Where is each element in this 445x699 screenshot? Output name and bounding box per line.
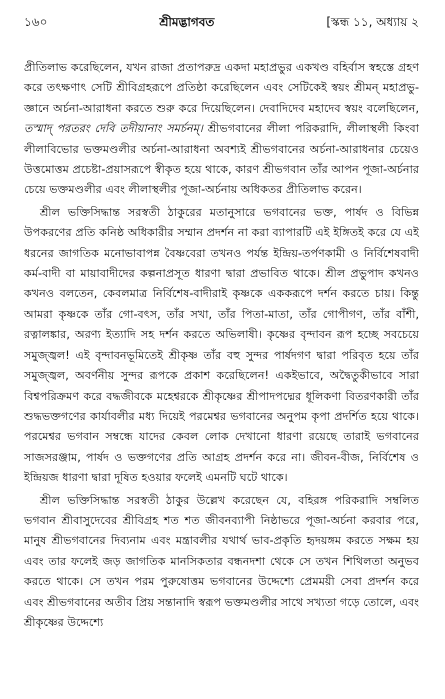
paragraph-text: প্রীতিলাভ করেছিলেন, যখন রাজা প্রতাপরুদ্র একদা মহাপ্রভুর একখণ্ড বহির্বাস স্বহস্তে গ্রহণ করে তৎক্ষণাৎ সেটি শ্রীবিগ্রহরূপে প্রতিষ্ঠা করেছিলেন এবং সেটিকেই স্বয়ং শ্রীমন্‌ মহাপ্রভু-জ্ঞানে অর্চনা-আরাধনা করতে শুরু করে দিয়েছিলেন। দেবাদিদেব মহাদেব স্বয়ং বলেছিলেন,	[24, 61, 419, 115]
scripture-quote: তস্মাদ্‌ পরতরং দেবি তদীয়ানাং সমর্চনম্‌।	[24, 122, 203, 136]
paragraph-text: শ্রীল ভক্তিসিদ্ধান্ত সরস্বতী ঠাকুর উল্লেখ করেছেন যে, বহিরঙ্গ পরিকরাদি সম্বলিত ভগবান শ্রীবাসুদেবের শ্রীবিগ্রহ শত শত জীবনব্যাপী নিষ্ঠাভরে পূজা-অর্চনা করবার পরে, মানুষ শ্রীভগবানের দিব্যনাম এবং মন্ত্রাবলীর যথার্থ ভাব-প্রকৃতি হৃদয়ঙ্গম করতে সক্ষম হয় এবং তার ফলেই জড় জাগতিক মানসিকতার বন্ধনদশা থেকে সে তখন শিথিলতা অনুভব করতে থাকে। সে তখন পরম পুরুষোত্তম ভগবানের উদ্দেশ্যে প্রেমময়ী সেবা প্রদর্শন করে এবং শ্রীভগবানের অতীব প্রিয় সন্তানাদি স্বরূপ ভক্তমণ্ডলীর সাথে সখ্যতা গড়ে তোলে, এবং শ্রীকৃষ্ণের উদ্দেশ্যে	[24, 493, 419, 629]
chapter-reference: [স্কন্ধ ১১, অধ্যায় ২	[326, 15, 419, 29]
paragraph	[24, 203, 419, 489]
paragraph	[24, 491, 419, 634]
page-number: ১৬০	[24, 15, 48, 29]
page-header	[24, 0, 419, 36]
paragraph	[24, 58, 419, 201]
paragraph-text: শ্রীল ভক্তিসিদ্ধান্ত সরস্বতী ঠাকুরের মতানুসারে ভগবানের ভক্ত, পার্ষদ ও বিভিন্ন উপকরণের প্রতি কনিষ্ঠ অধিকারীর সম্মান প্রদর্শন না করা ব্যাপারটি এই ইঙ্গিতই করে যে এই ধরনের জাগতিক মনোভাবাপন্ন বৈষ্ণবেরা তখনও পর্যন্ত ইন্দ্রিয়-তর্পণকামী ও নির্বিশেষবাদী কর্ম-বাদী বা মায়াবাদীদের কল্পনাপ্রসূত ধারণা দ্বারা প্রভাবিত থাকে। শ্রীল প্রভুপাদ কখনও কখনও বলতেন, কেবলমাত্র নির্বিশেষ-বাদীরাই কৃষ্ণকে এককরূপে দর্শন করতে চায়। কিন্তু আমরা কৃষ্ণকে তাঁর গো-বৎস, তাঁর সখা, তাঁর পিতা-মাতা, তাঁর গোপীগণ, তাঁর বাঁশী, রত্নালঙ্কার, অরণ্য ইত্যাদি সহ দর্শন করতে অভিলাষী। কৃষ্ণের বৃন্দাবন রূপ হচ্ছে সবচেয়ে সমুজ্জ্বল! এই বৃন্দাবনভূমিতেই শ্রীকৃষ্ণ তাঁর বহু সুন্দর পার্ষদগণ দ্বারা পরিবৃত হয়ে তাঁর সমুজ্জ্বল, অবর্ণনীয় সুন্দর রূপকে প্রকাশ করেছিলেন! একইভাবে, অদ্বৈতুকীভাবে সারা বিশ্বপরিক্রমণ করে বদ্ধজীবকে মহেশ্বরকে শ্রীকৃষ্ণের শ্রীপাদপদ্মের ধূলিকণা বিতরণকারী তাঁর শুদ্ধভক্তগণের কার্যাবলীর মধ্য দিয়েই পরমেশ্বর ভগবানের অনুপম কৃপা প্রদর্শিত হয়ে থাকে। পরমেশ্বর ভগবান সম্বন্ধে যাদের কেবল লোক দেখানো ধারণা রয়েছে তারাই ভগবানের সাজসরঞ্জাম, পার্ষদ ও ভক্তগণের প্রতি আগ্রহ প্রদর্শন করে না। জীবন-বীজ, নির্বিশেষ ও ইন্দ্রিয়জ ধারণা দ্বারা দূষিত হওয়ার ফলেই এমনটি ঘটে থাকে।	[24, 205, 419, 485]
book-title: শ্রীমদ্ভাগবত	[159, 15, 215, 29]
paragraph-text: শ্রীভগবানের লীলা পরিকরাদি, লীলাস্থলী কিংবা লীলাবিভোর ভক্তমণ্ডলীর অর্চনা-আরাধনা অবশ্যই শ্রীভগবানের অর্চনা-আরাধনার চেয়েও উত্তমোত্তম প্রচেষ্টা-প্রয়াসরূপে স্বীকৃত হয়ে থাকে, কারণ শ্রীভগবান তাঁর আপন পূজা-অর্চনার চেয়ে ভক্তমণ্ডলীর এবং লীলাস্থলীর পূজা-অর্চনায় অধিকতর প্রীতিলাভ করেন।	[24, 122, 419, 197]
page-body	[24, 58, 419, 633]
